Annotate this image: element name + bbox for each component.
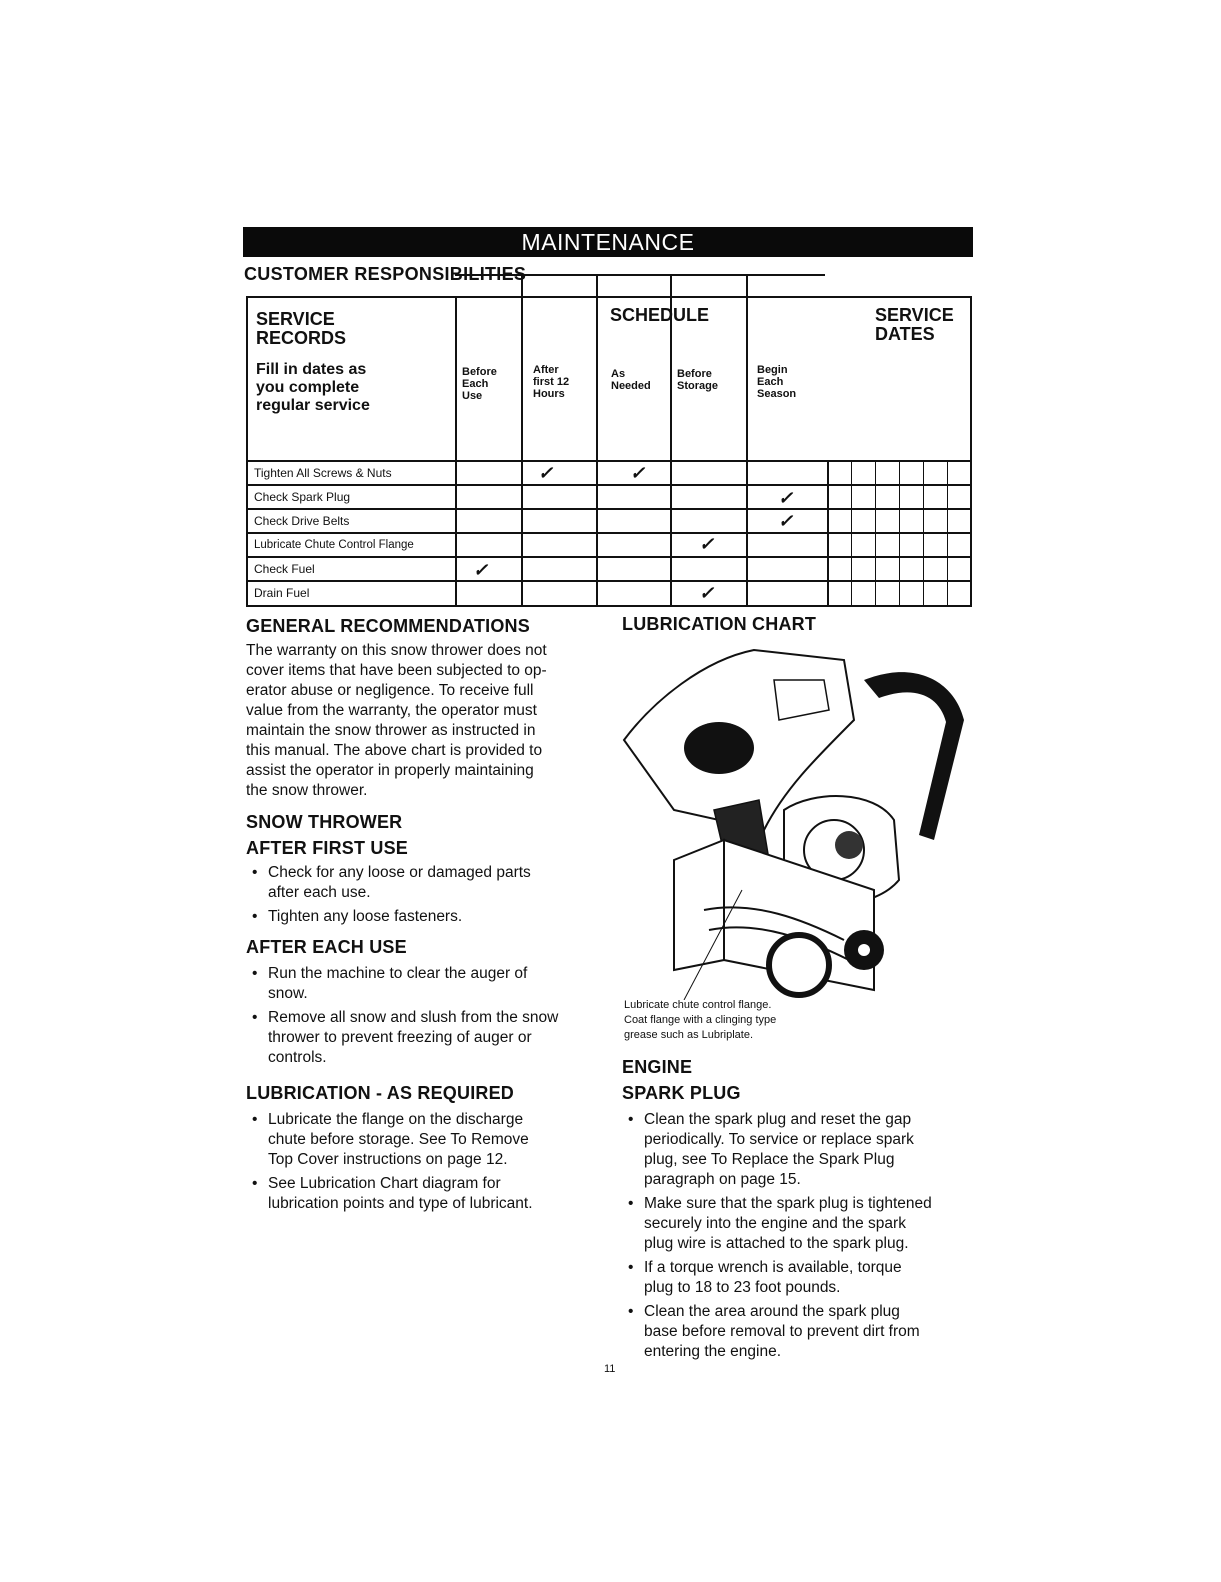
list-item: • Run the machine to clear the auger of snow.	[252, 965, 528, 1002]
service-records-line1: SERVICE	[256, 309, 335, 329]
fill-in-line2: you complete	[256, 379, 360, 396]
lubrication-list	[246, 1110, 606, 1218]
check-mark: ✓	[699, 583, 715, 603]
column-header-as-needed: As Needed	[611, 368, 651, 392]
check-mark: ✓	[699, 534, 715, 554]
schedule-label: SCHEDULE	[610, 305, 710, 325]
list-item: • Remove all snow and slush from the snow thrower to prevent freezing of auger or controls.	[252, 1009, 559, 1066]
spark-plug-heading: SPARK PLUG	[622, 1083, 741, 1103]
service-dates-line1: SERVICE	[875, 305, 954, 325]
list-item: • Lubricate the flange on the discharge chute before storage. See To Remove Top Cover instructions on page 12.	[252, 1111, 529, 1168]
row-label-check-drive-belts: Check Drive Belts	[254, 514, 350, 528]
after-first-use-heading: AFTER FIRST USE	[246, 838, 409, 858]
after-first-use-list	[246, 863, 606, 931]
column-header-before-storage: Before Storage	[677, 368, 718, 392]
lubrication-chart-heading: LUBRICATION CHART	[622, 614, 817, 634]
row-label-drain-fuel: Drain Fuel	[254, 586, 310, 600]
column-header-begin-each-season: Begin Each Season	[757, 364, 797, 400]
lubrication-caption: Lubricate chute control flange. Coat flange with a clinging type grease such as Lubriplate.	[624, 999, 777, 1041]
service-schedule-table	[246, 296, 972, 607]
row-label-lubricate-flange: Lubricate Chute Control Flange	[254, 539, 414, 551]
general-recommendations-heading: GENERAL RECOMMENDATIONS	[246, 616, 530, 636]
list-item: • Check for any loose or damaged parts after each use.	[252, 864, 531, 901]
check-mark: ✓	[538, 463, 554, 483]
fill-in-line1: Fill in dates as	[256, 361, 367, 378]
row-label-check-spark-plug: Check Spark Plug	[254, 490, 351, 504]
list-item: • Make sure that the spark plug is tightened securely into the engine and the spark plug wire is attached to the spark plug.	[628, 1195, 932, 1252]
after-each-use-list	[246, 964, 616, 1072]
check-mark: ✓	[778, 488, 794, 508]
service-dates-line2: DATES	[875, 324, 935, 344]
list-item: • Clean the area around the spark plug base before removal to prevent dirt from entering the engine.	[628, 1303, 920, 1360]
snow-thrower-diagram	[614, 640, 974, 1000]
engine-heading: ENGINE	[622, 1057, 693, 1077]
column-header-top-line	[455, 274, 825, 276]
column-header-after-first-12-hours: After first 12 Hours	[533, 364, 570, 400]
list-item: • If a torque wrench is available, torque plug to 18 to 23 foot pounds.	[628, 1259, 902, 1296]
spark-plug-list	[622, 1110, 982, 1366]
general-recommendations-text: The warranty on this snow thrower does not cover items that have been subjected to op- erator abuse or negligence. To receive full value from the warranty, the operator must maintain the snow thrower as instructed in this manual. The above chart is provided to assist the operator in properly maintaining the snow thrower.	[246, 642, 547, 799]
snow-thrower-heading: SNOW THROWER	[246, 812, 403, 832]
fill-in-line3: regular service	[256, 397, 370, 414]
list-item: • See Lubrication Chart diagram for lubrication points and type of lubricant.	[252, 1175, 533, 1212]
check-mark: ✓	[778, 511, 794, 531]
check-mark: ✓	[473, 560, 489, 580]
list-item: • Clean the spark plug and reset the gap periodically. To service or replace spark plug, see To Replace the Spark Plug paragraph on page 15.	[628, 1111, 914, 1188]
maintenance-banner: MAINTENANCE	[243, 227, 973, 257]
column-header-before-each-use: Before Each Use	[462, 366, 497, 402]
check-mark: ✓	[630, 463, 646, 483]
customer-responsibilities-heading: CUSTOMER RESPONSIBILITIES	[244, 264, 527, 284]
list-item: • Tighten any loose fasteners.	[252, 908, 463, 925]
row-label-tighten-screws: Tighten All Screws & Nuts	[254, 466, 392, 480]
after-each-use-heading: AFTER EACH USE	[246, 937, 407, 957]
row-label-check-fuel: Check Fuel	[254, 562, 315, 576]
lubrication-as-required-heading: LUBRICATION - AS REQUIRED	[246, 1083, 514, 1103]
service-records-line2: RECORDS	[256, 328, 347, 348]
page-number: 11	[604, 1363, 616, 1375]
